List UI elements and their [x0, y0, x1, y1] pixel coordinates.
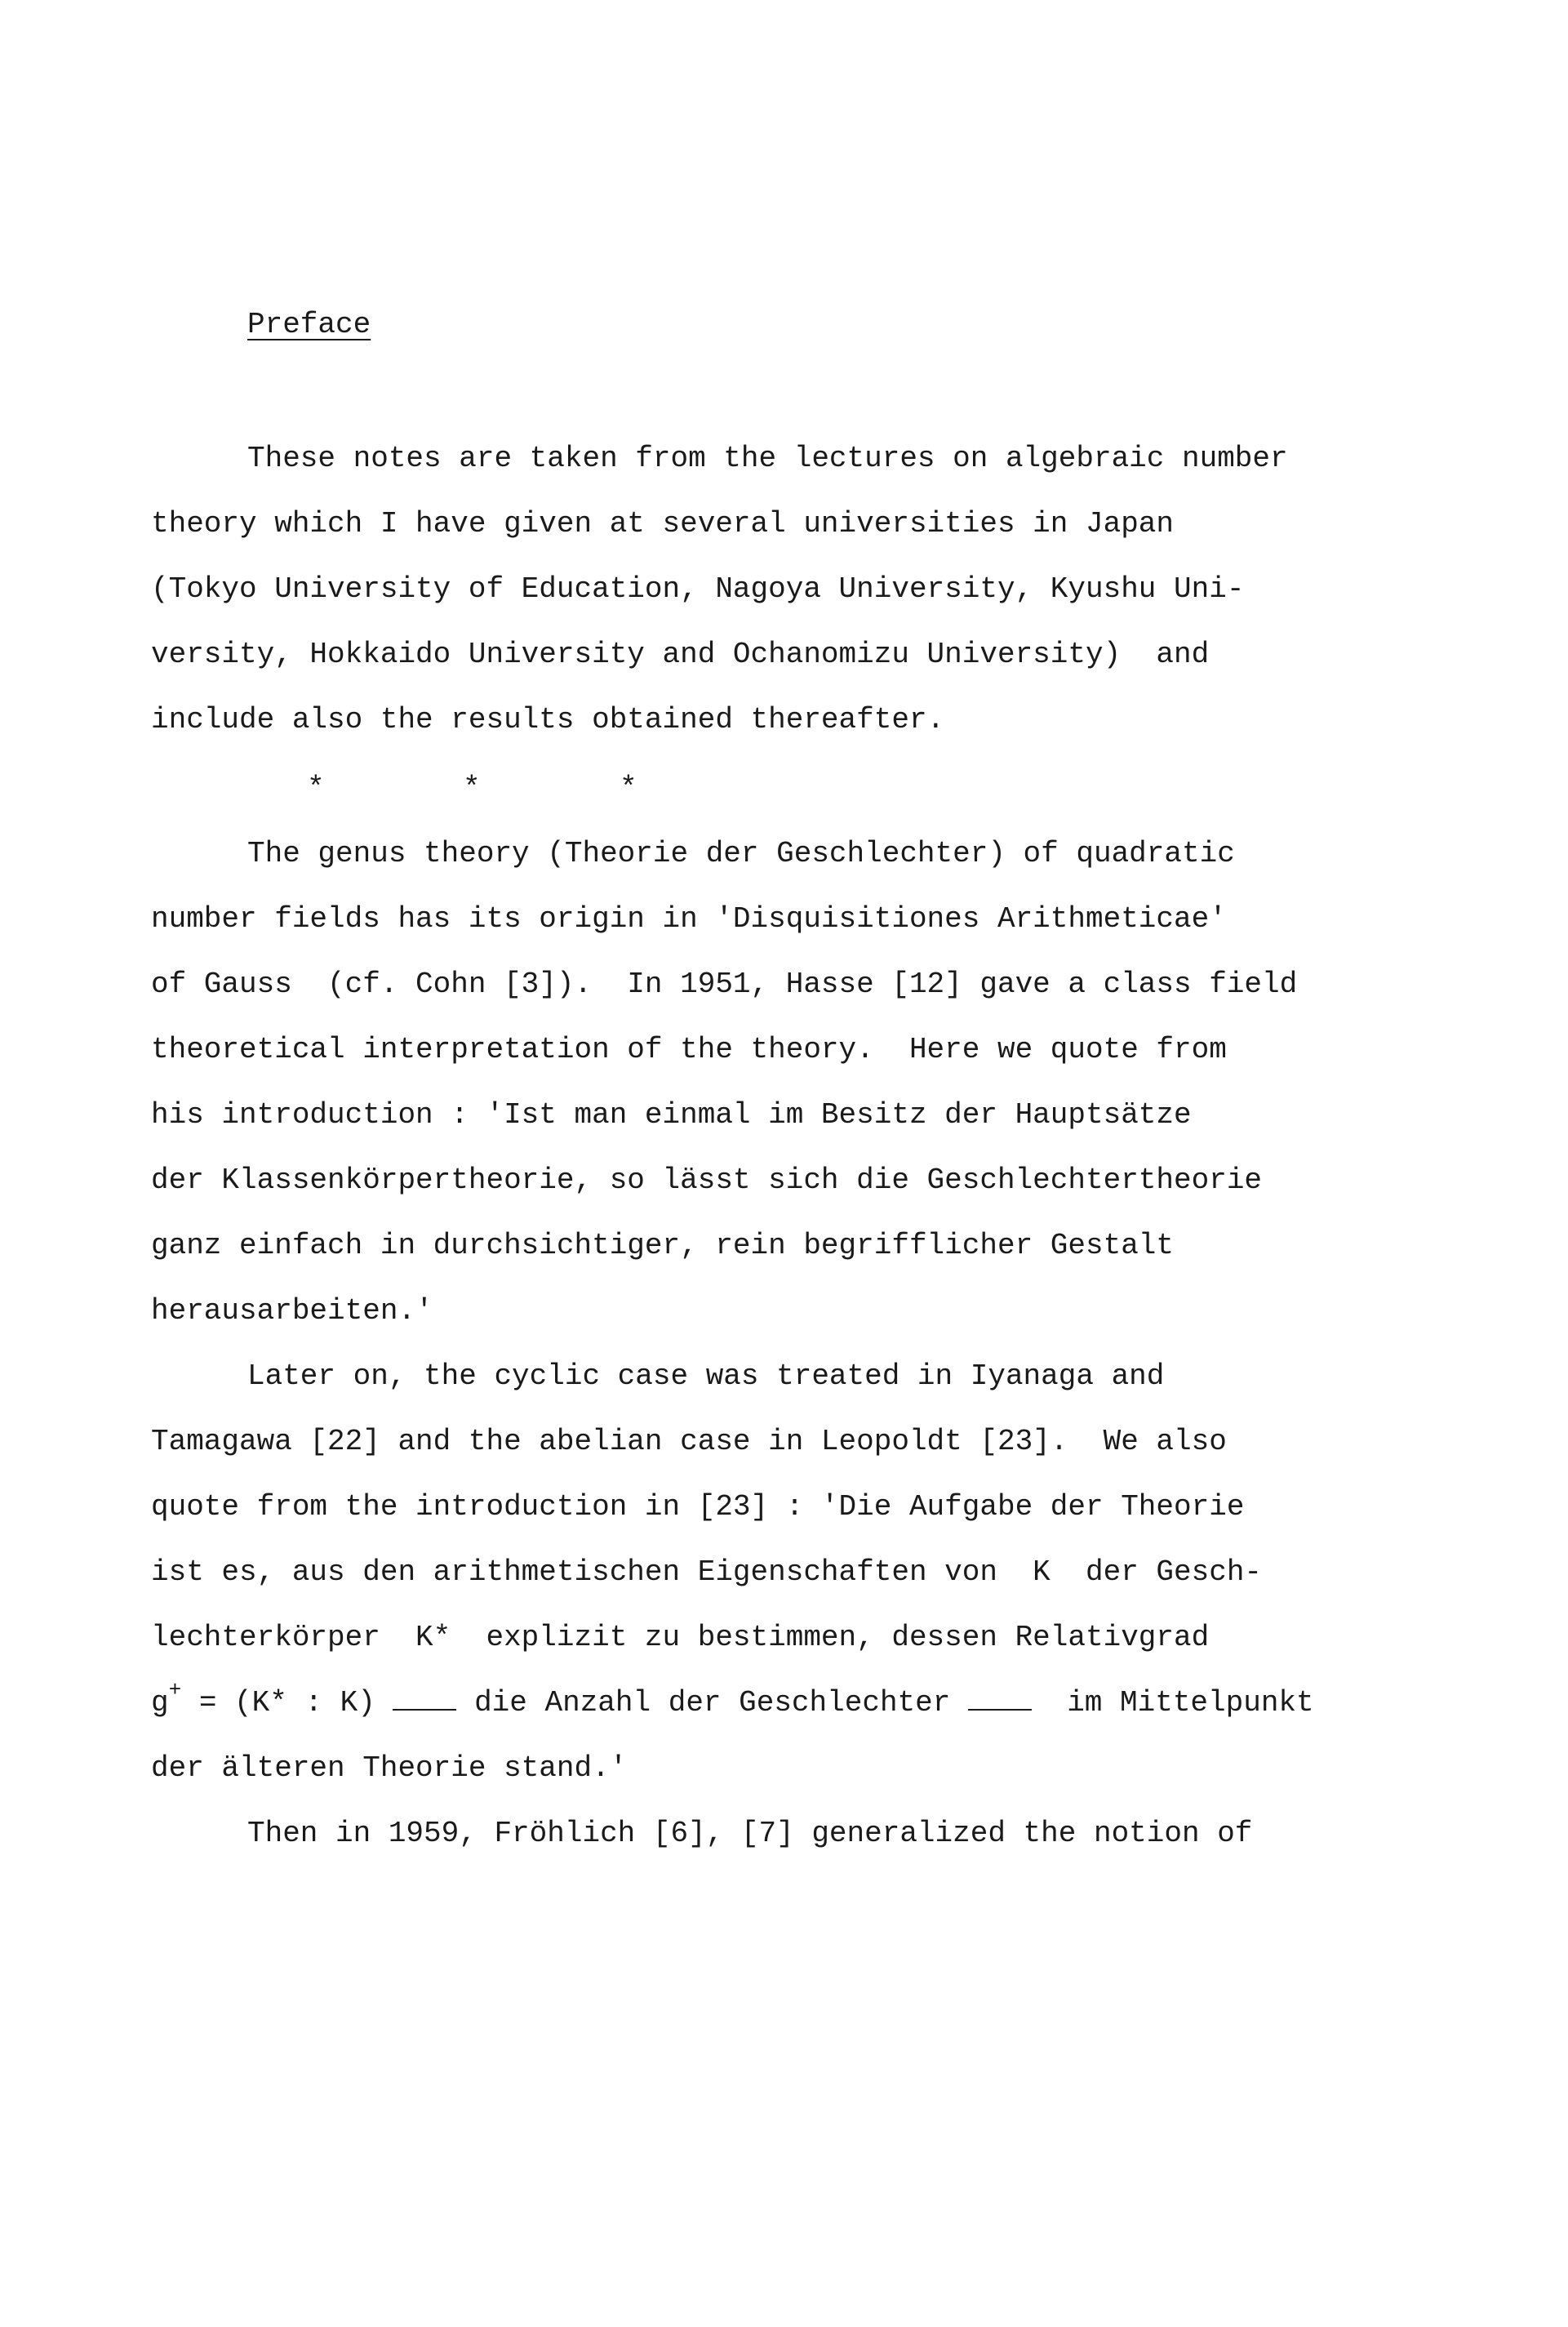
separator-star-1: *: [307, 772, 325, 805]
para1-line-2: theory which I have given at several universities in Japan: [151, 507, 1175, 541]
formula-blank-1: [393, 1684, 456, 1711]
formula-superscript: +: [168, 1678, 182, 1702]
formula-blank-2: [968, 1684, 1032, 1711]
page-title: Preface: [247, 308, 371, 341]
para2-line-1: The genus theory (Theorie der Geschlechter) of quadratic: [247, 837, 1235, 870]
para2-line-4: theoretical interpretation of the theory. Here we quote from: [151, 1033, 1227, 1066]
formula-ratio: = (K* : K): [181, 1686, 393, 1720]
para3-line-2: Tamagawa [22] and the abelian case in Leopoldt [23]. We also: [151, 1425, 1227, 1458]
para4-line-1: Then in 1959, Fröhlich [6], [7] generalized the notion of: [247, 1817, 1253, 1850]
para1-line-3: (Tokyo University of Education, Nagoya University, Kyushu Uni-: [151, 572, 1245, 606]
para1-line-5: include also the results obtained thereafter.: [151, 703, 945, 736]
para3-formula-line: [151, 1680, 1314, 1726]
para3-line-7: der älteren Theorie stand.': [151, 1751, 628, 1785]
para3-line-3: quote from the introduction in [23] : 'Die Aufgabe der Theorie: [151, 1490, 1245, 1524]
para2-line-8: herausarbeiten.': [151, 1294, 433, 1328]
formula-end: im Mittelpunkt: [1031, 1686, 1314, 1720]
para3-line-4: ist es, aus den arithmetischen Eigenschaften von K der Gesch-: [151, 1555, 1263, 1589]
para2-line-3: of Gauss (cf. Cohn [3]). In 1951, Hasse [12] gave a class field: [151, 968, 1298, 1001]
para3-line-1: Later on, the cyclic case was treated in Iyanaga and: [247, 1359, 1165, 1393]
separator-star-2: *: [463, 772, 481, 805]
para3-line-5: lechterkörper K* explizit zu bestimmen, dessen Relativgrad: [151, 1621, 1210, 1654]
formula-g: g: [151, 1686, 169, 1720]
para2-line-7: ganz einfach in durchsichtiger, rein begrifflicher Gestalt: [151, 1229, 1175, 1262]
para2-line-6: der Klassenkörpertheorie, so lässt sich die Geschlechtertheorie: [151, 1164, 1263, 1197]
para2-line-5: his introduction : 'Ist man einmal im Besitz der Hauptsätze: [151, 1098, 1192, 1132]
para2-line-2: number fields has its origin in 'Disquisitiones Arithmeticae': [151, 902, 1227, 936]
para1-line-1: These notes are taken from the lectures on algebraic number: [247, 442, 1288, 475]
separator-star-3: *: [620, 772, 637, 805]
formula-text: die Anzahl der Geschlechter: [456, 1686, 968, 1720]
para1-line-4: versity, Hokkaido University and Ochanomizu University) and: [151, 638, 1210, 671]
